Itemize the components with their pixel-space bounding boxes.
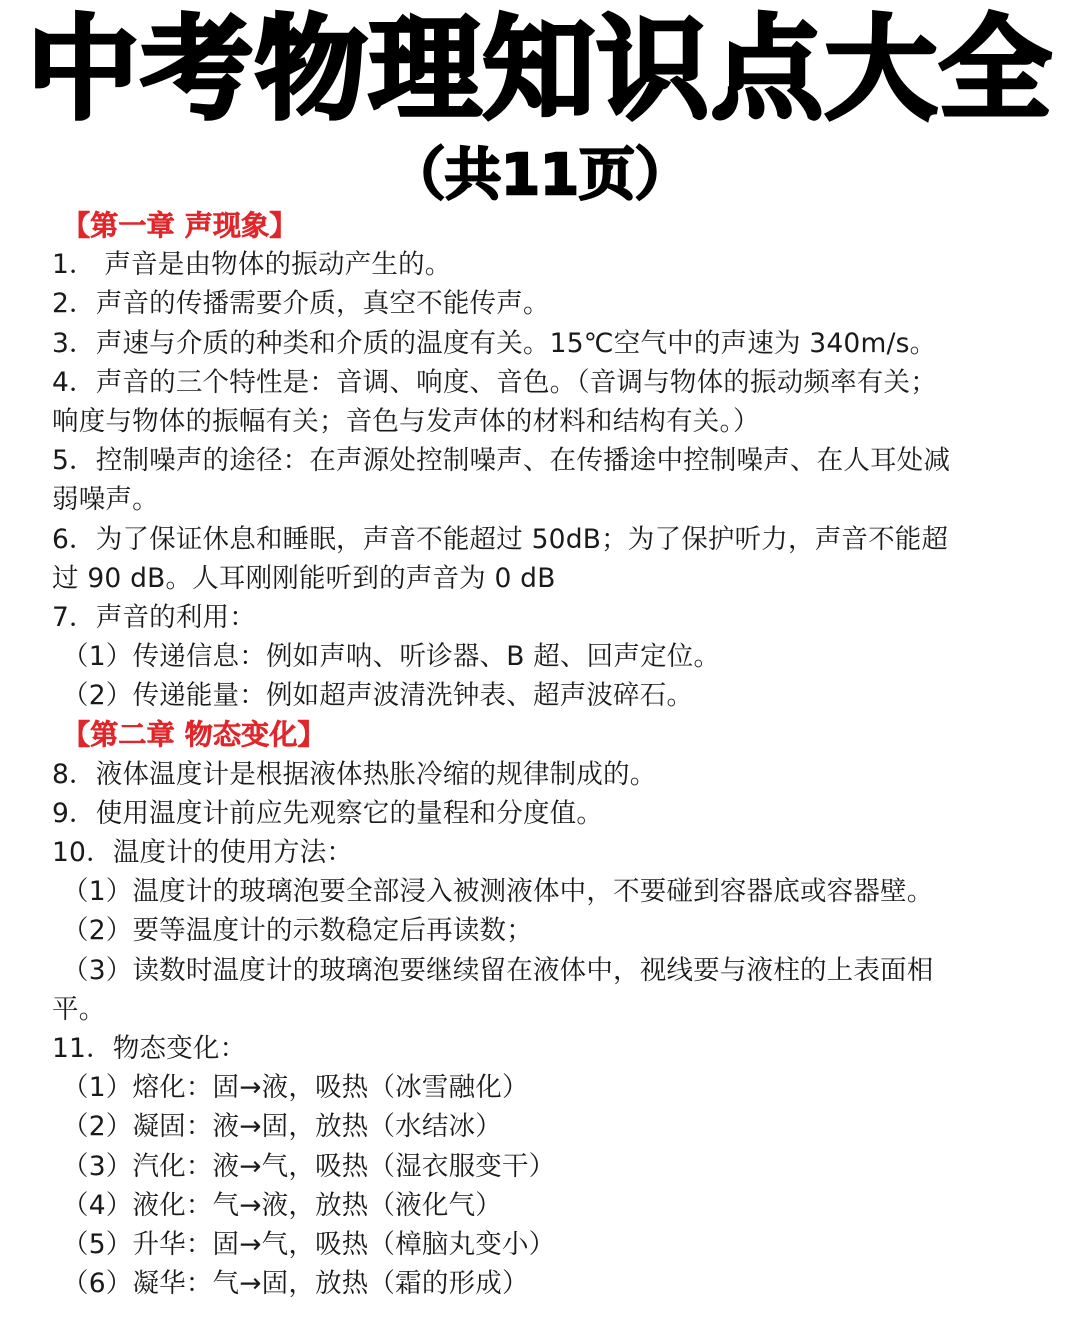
text-line: 弱噪声。 xyxy=(52,484,159,516)
text-line: 11．物态变化： xyxy=(52,1032,247,1064)
page-subtitle: （共11页） xyxy=(389,143,691,208)
text-line: 3．声速与介质的种类和介质的温度有关。15℃空气中的声速为 340m/s。 xyxy=(52,327,937,359)
text-line: 6．为了保证休息和睡眠，声音不能超过 50dB；为了保护听力，声音不能超 xyxy=(52,523,949,555)
text-line: 平。 xyxy=(52,993,106,1025)
sub-item: （2）凝固：液→固，放热（水结冰） xyxy=(62,1111,502,1143)
sub-item: （2）传递能量：例如超声波清洗钟表、超声波碎石。 xyxy=(62,680,694,712)
text-line: 7．声音的利用： xyxy=(52,601,256,633)
sub-item: （5）升华：固→气，吸热（樟脑丸变小） xyxy=(62,1228,556,1260)
chapter-heading: 【第二章 物态变化】 xyxy=(62,718,326,752)
sub-item: （1）温度计的玻璃泡要全部浸入被测液体中，不要碰到容器底或容器壁。 xyxy=(62,876,934,908)
text-line: 4．声音的三个特性是：音调、响度、音色。（音调与物体的振动频率有关； xyxy=(52,366,937,398)
text-line: 响度与物体的振幅有关；音色与发声体的材料和结构有关。） xyxy=(52,405,760,437)
sub-item: （6）凝华：气→固，放热（霜的形成） xyxy=(62,1268,529,1300)
text-line: 1． 声音是由物体的振动产生的。 xyxy=(52,249,452,281)
text-line: 8．液体温度计是根据液体热胀冷缩的规律制成的。 xyxy=(52,758,657,790)
text-line: 过 90 dB。人耳刚刚能听到的声音为 0 dB xyxy=(52,562,556,594)
text-line: 9．使用温度计前应先观察它的量程和分度值。 xyxy=(52,797,604,829)
sub-item: （3）汽化：液→气，吸热（湿衣服变干） xyxy=(62,1150,556,1182)
text-line: 5．控制噪声的途径：在声源处控制噪声、在传播途中控制噪声、在人耳处减 xyxy=(52,445,951,477)
content-body xyxy=(52,206,1042,1303)
sub-item: （2）要等温度计的示数稳定后再读数； xyxy=(62,915,533,947)
page-title: 中考物理知识点大全 xyxy=(27,5,1053,135)
sub-item: （1）熔化：固→液，吸热（冰雪融化） xyxy=(62,1072,529,1104)
text-line: 2．声音的传播需要介质，真空不能传声。 xyxy=(52,288,550,320)
sub-item: （3）读数时温度计的玻璃泡要继续留在液体中，视线要与液柱的上表面相 xyxy=(62,954,934,986)
chapter-heading: 【第一章 声现象】 xyxy=(62,209,298,242)
sub-item: （1）传递信息：例如声呐、听诊器、B 超、回声定位。 xyxy=(62,641,721,673)
text-line: 10．温度计的使用方法： xyxy=(52,837,354,868)
sub-item: （4）液化：气→液，放热（液化气） xyxy=(62,1189,502,1221)
